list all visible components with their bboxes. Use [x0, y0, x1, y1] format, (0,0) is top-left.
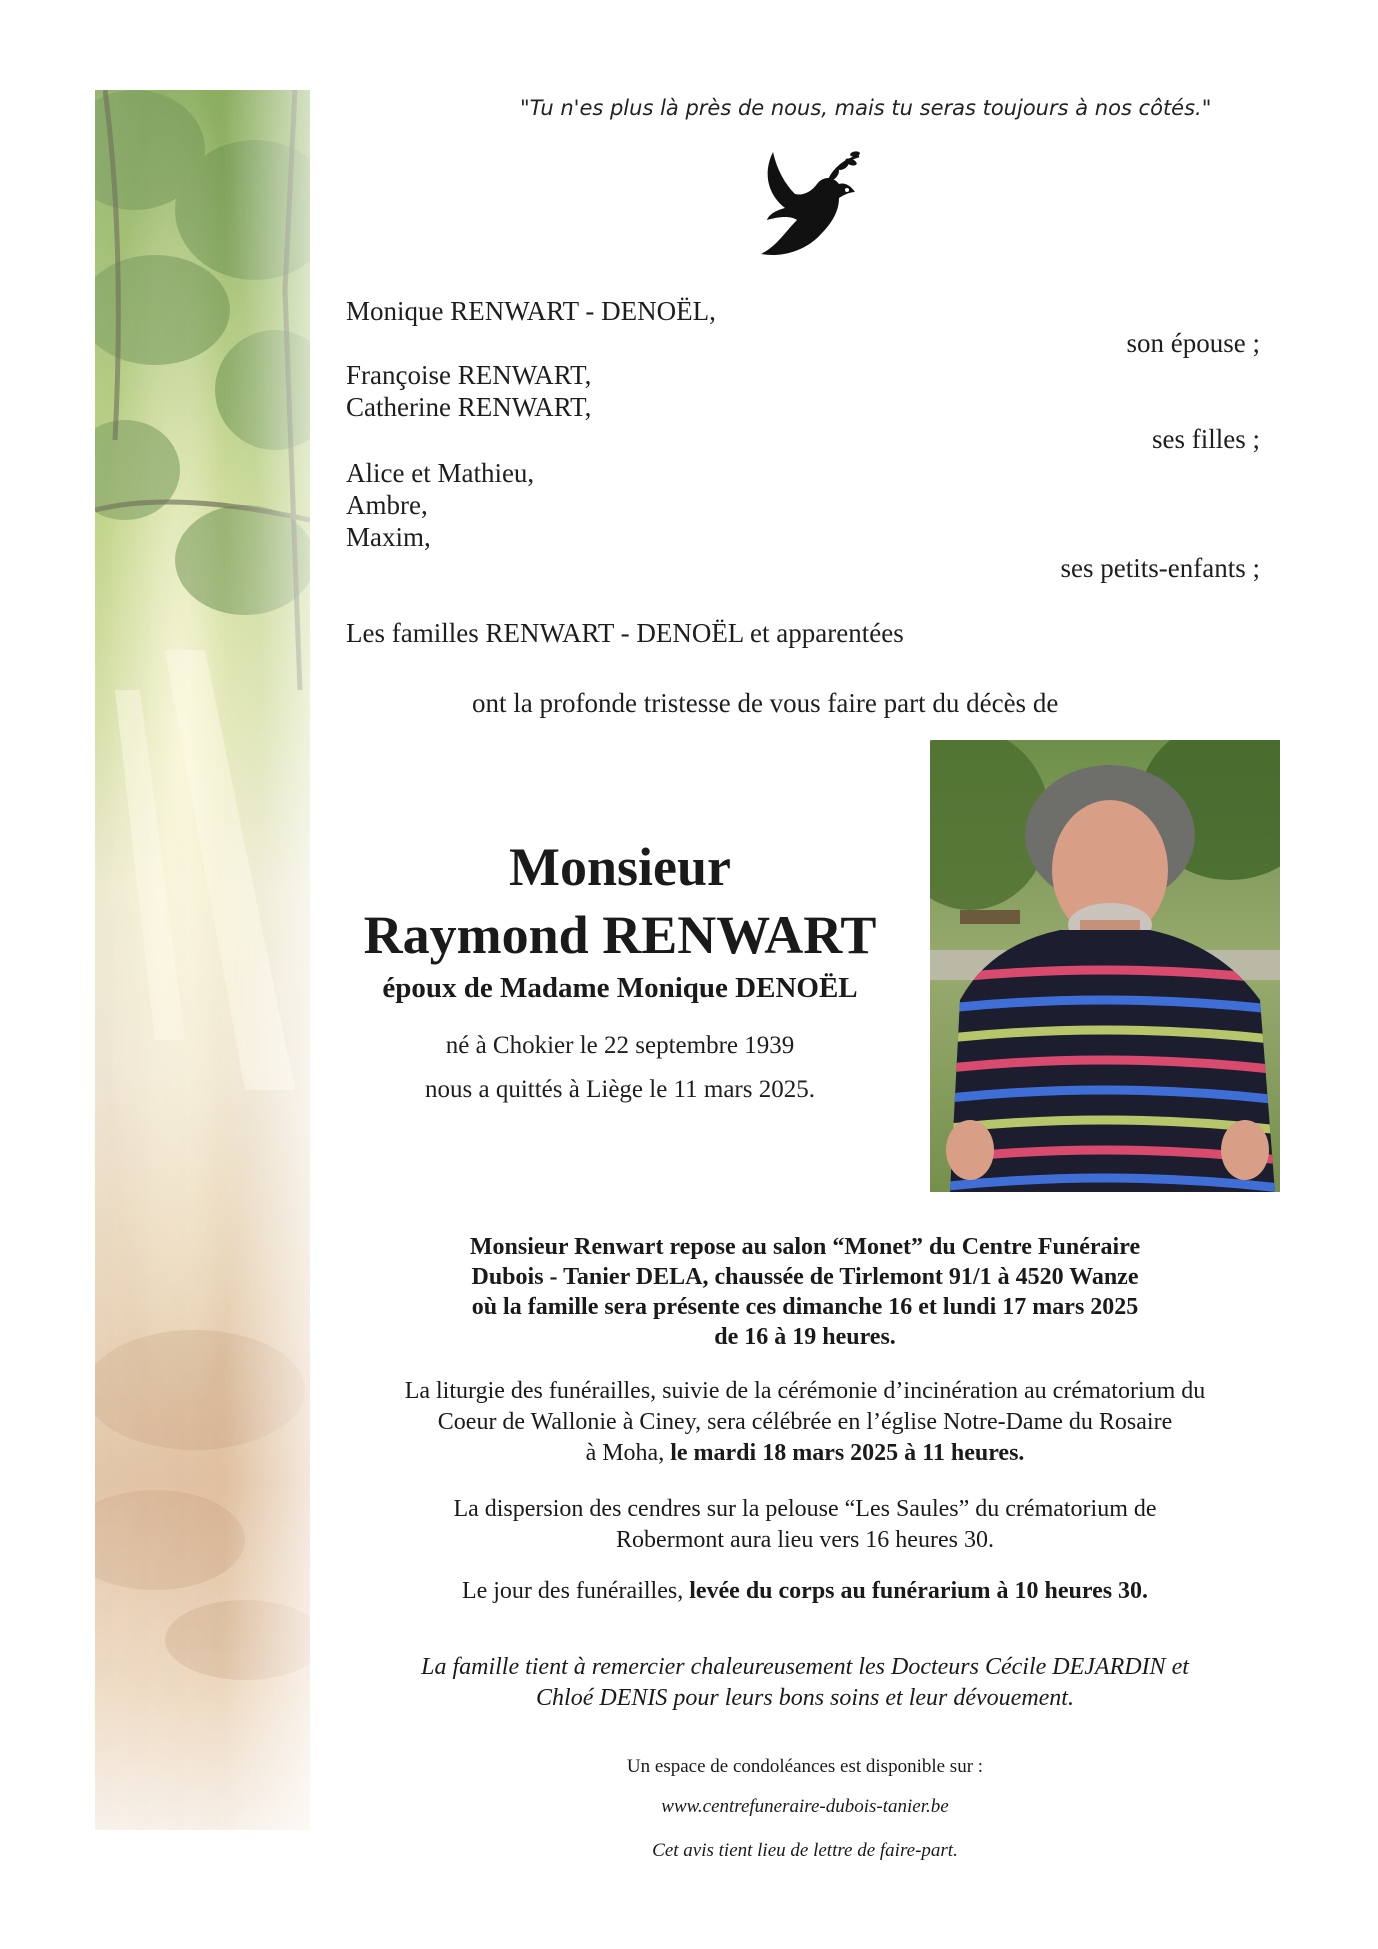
- dove-icon: [755, 150, 865, 262]
- spouse-role: son épouse ;: [1126, 328, 1260, 358]
- liturgy-info: [310, 1376, 1300, 1469]
- visitation-line: Monsieur Renwart repose au salon “Monet” du Centre Funéraire: [469, 1234, 1141, 1260]
- memorial-quote: "Tu n'es plus là près de nous, mais tu seras toujours à nos côtés.": [520, 96, 1212, 120]
- visitation-info: [310, 1232, 1300, 1352]
- announcement-text: ont la profonde tristesse de vous faire part du décès de: [472, 688, 1059, 718]
- extended-families: Les familles RENWART - DENOËL et apparentées: [346, 618, 904, 648]
- thanks-line: Chloé DENIS pour leurs bons soins et leur dévouement.: [536, 1685, 1074, 1711]
- deceased-name: Raymond RENWART: [363, 905, 877, 965]
- liturgy-line: Coeur de Wallonie à Ciney, sera célébrée en l’église Notre-Dame du Rosaire: [437, 1409, 1173, 1435]
- grandchild-name: Ambre,: [346, 490, 428, 520]
- faire-part-note: Cet avis tient lieu de lettre de faire-part.: [652, 1840, 958, 1861]
- visitation-line: de 16 à 19 heures.: [714, 1324, 896, 1350]
- deceased-spouse-line: époux de Madame Monique DENOËL: [382, 972, 858, 1004]
- portrait-photo: [930, 740, 1280, 1192]
- spouse-name: Monique RENWART - DENOËL,: [346, 296, 716, 326]
- deceased-title: Monsieur: [509, 837, 731, 897]
- funeral-day-detail: levée du corps au funérarium à 10 heures 30.: [689, 1578, 1149, 1604]
- liturgy-date: le mardi 18 mars 2025 à 11 heures.: [670, 1440, 1025, 1466]
- visitation-line: Dubois - Tanier DELA, chaussée de Tirlemont 91/1 à 4520 Wanze: [471, 1264, 1139, 1290]
- death-info: nous a quittés à Liège le 11 mars 2025.: [425, 1076, 815, 1103]
- daughters-role: ses filles ;: [1152, 424, 1260, 454]
- funeral-day-label: Le jour des funérailles,: [461, 1578, 684, 1604]
- liturgy-line: [310, 1438, 1300, 1469]
- daughter-name: Françoise RENWART,: [346, 360, 592, 390]
- grandchildren-role: ses petits-enfants ;: [1060, 553, 1260, 583]
- condolences-link[interactable]: www.centrefuneraire-dubois-tanier.be: [661, 1796, 949, 1817]
- forest-background-image: [95, 90, 310, 1830]
- visitation-line: où la famille sera présente ces dimanche 16 et lundi 17 mars 2025: [471, 1294, 1139, 1320]
- thanks-line: La famille tient à remercier chaleureusement les Docteurs Cécile DEJARDIN et: [421, 1654, 1189, 1680]
- dispersion-line: La dispersion des cendres sur la pelouse “Les Saules” du crématorium de: [453, 1496, 1157, 1522]
- daughter-name: Catherine RENWART,: [346, 392, 592, 422]
- condolences-label: Un espace de condoléances est disponible sur :: [626, 1756, 984, 1777]
- birth-info: né à Chokier le 22 septembre 1939: [445, 1032, 795, 1059]
- funeral-day-info: [310, 1578, 1300, 1605]
- grandchild-name: Alice et Mathieu,: [346, 458, 535, 488]
- thanks-note: [310, 1652, 1300, 1714]
- grandchild-name: Maxim,: [346, 522, 431, 552]
- dispersion-info: [310, 1494, 1300, 1556]
- liturgy-place: à Moha,: [585, 1440, 665, 1466]
- dispersion-line: Robermont aura lieu vers 16 heures 30.: [616, 1527, 994, 1553]
- liturgy-line: La liturgie des funérailles, suivie de la cérémonie d’incinération au crématorium du: [404, 1378, 1206, 1404]
